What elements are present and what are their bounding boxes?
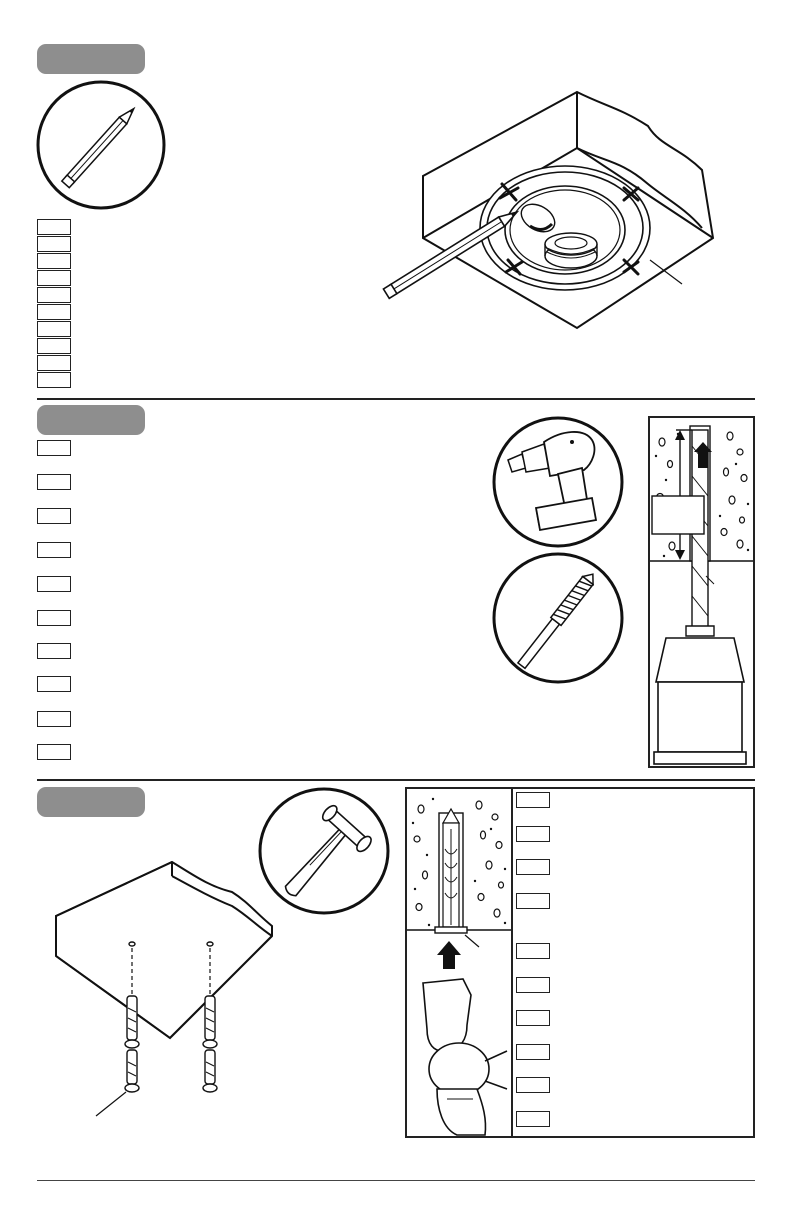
language-box (516, 1044, 550, 1060)
drill-bit-icon (492, 552, 624, 684)
language-box (516, 1111, 550, 1127)
language-box (37, 440, 71, 456)
language-box (37, 236, 71, 252)
language-box (37, 508, 71, 524)
language-box (37, 474, 71, 490)
footer-rule (37, 1180, 755, 1181)
language-box (37, 219, 71, 235)
hammer-anchor-illustration (407, 789, 511, 1136)
ceiling-mark-illustration (380, 88, 720, 333)
language-box (37, 270, 71, 286)
language-box (37, 676, 71, 692)
power-drill-icon (492, 416, 624, 548)
ceiling-anchors-illustration (52, 858, 277, 1118)
language-box (516, 859, 550, 875)
language-box (37, 355, 71, 371)
language-box (516, 1010, 550, 1026)
language-box (37, 304, 71, 320)
language-box (516, 826, 550, 842)
drill-depth-illustration (648, 416, 755, 768)
language-box (37, 542, 71, 558)
language-box (516, 893, 550, 909)
language-box (37, 321, 71, 337)
language-box (516, 943, 550, 959)
language-box (37, 610, 71, 626)
language-box (37, 744, 71, 760)
language-box (516, 1077, 550, 1093)
step-3-label-pill (37, 787, 145, 817)
hammer-icon (258, 788, 390, 914)
language-box (37, 576, 71, 592)
language-box (37, 287, 71, 303)
language-box (37, 253, 71, 269)
language-box (37, 643, 71, 659)
panel-divider (511, 788, 513, 1137)
section-divider (37, 779, 755, 781)
step-1-label-pill (37, 44, 145, 74)
language-box (516, 977, 550, 993)
pencil-icon (36, 80, 166, 210)
language-box (37, 372, 71, 388)
step-2-label-pill (37, 405, 145, 435)
language-box (37, 711, 71, 727)
section-divider (37, 398, 755, 400)
language-box (37, 338, 71, 354)
language-box (516, 792, 550, 808)
